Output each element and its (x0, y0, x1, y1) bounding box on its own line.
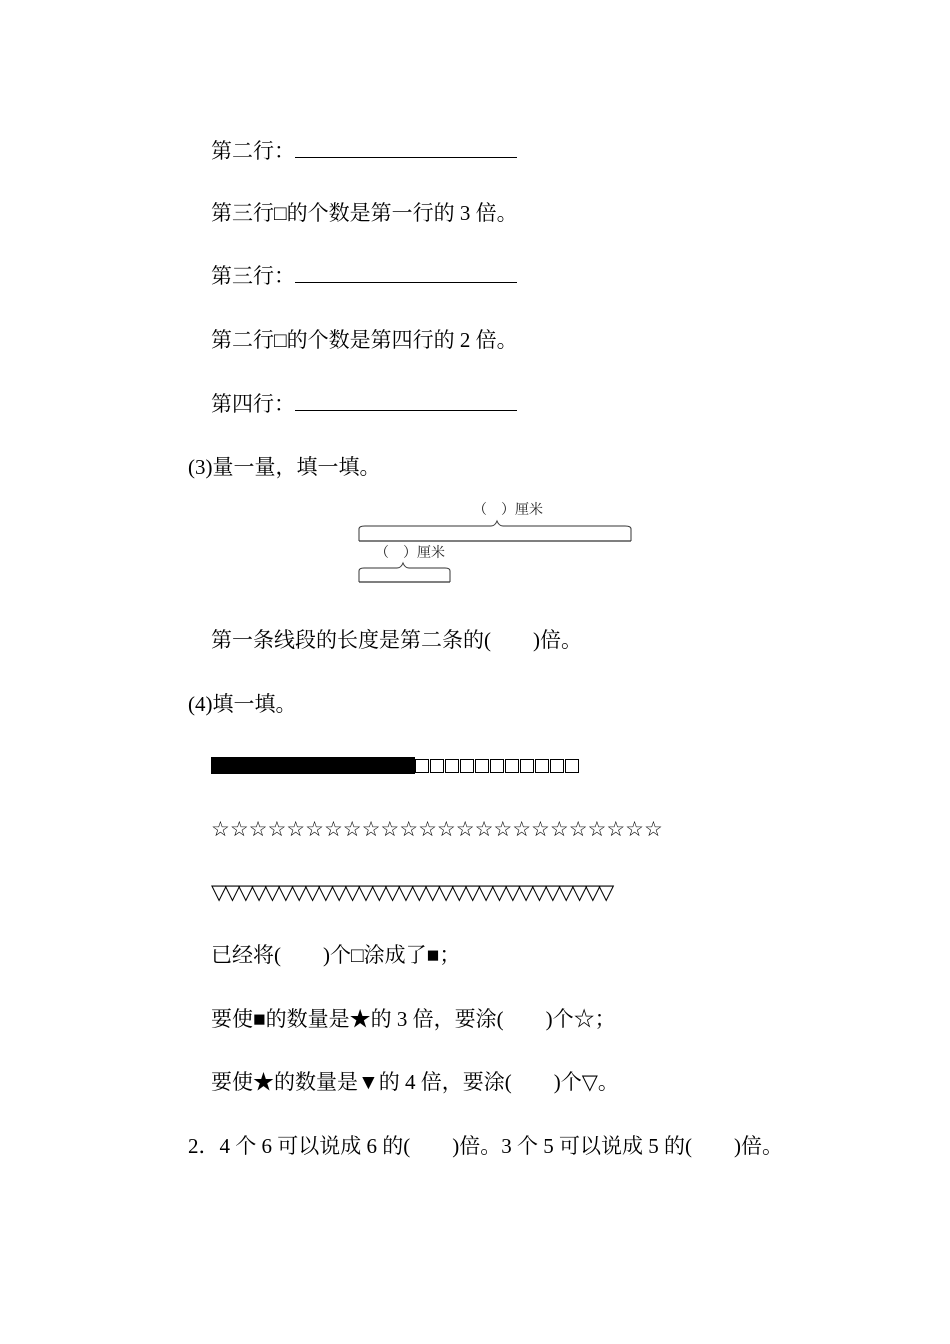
row2-blank[interactable] (295, 137, 517, 158)
row4-blank[interactable] (295, 390, 517, 411)
filled-square (228, 757, 245, 774)
q3-question: 第一条线段的长度是第二条的( )倍。 (211, 628, 582, 652)
filled-square (279, 757, 296, 774)
segment1-brace (359, 521, 631, 536)
empty-square (490, 759, 504, 773)
filled-square (398, 757, 415, 774)
empty-square (445, 759, 459, 773)
q4-line3: 要使★的数量是▼的 4 倍，要涂( )个▽。 (211, 1070, 619, 1094)
q3-title: (3)量一量，填一填。 (188, 455, 381, 479)
segment2-brace (359, 563, 450, 577)
empty-square (415, 759, 429, 773)
row2-label: 第二行： (211, 139, 295, 163)
square-row (211, 757, 580, 774)
empty-square (550, 759, 564, 773)
segment-drawing (355, 500, 640, 590)
empty-square (535, 759, 549, 773)
row3-blank[interactable] (295, 262, 517, 283)
filled-square (381, 757, 398, 774)
filled-square (364, 757, 381, 774)
segment2-label: （ ）厘米 (375, 546, 445, 561)
row3-answer-line (211, 262, 517, 290)
stars-row: ☆☆☆☆☆☆☆☆☆☆☆☆☆☆☆☆☆☆☆☆☆☆☆☆ (211, 817, 663, 841)
row4-answer-line (211, 390, 517, 418)
filled-square (347, 757, 364, 774)
row3-statement: 第三行□的个数是第一行的 3 倍。 (211, 201, 518, 225)
empty-square (430, 759, 444, 773)
filled-square (296, 757, 313, 774)
filled-square (211, 757, 228, 774)
empty-square (460, 759, 474, 773)
filled-square (262, 757, 279, 774)
empty-square (520, 759, 534, 773)
row2-answer-line (211, 137, 517, 165)
segment-diagram (355, 500, 640, 590)
row4-label: 第四行： (211, 392, 295, 416)
q4-line1: 已经将( )个□涂成了■； (211, 943, 461, 967)
filled-square (330, 757, 347, 774)
empty-square (565, 759, 579, 773)
filled-square (313, 757, 330, 774)
triangles-row: ▽▽▽▽▽▽▽▽▽▽▽▽▽▽▽▽▽▽▽▽▽▽▽▽▽▽▽▽▽▽ (211, 880, 612, 904)
empty-square (475, 759, 489, 773)
q2-text: 2．4 个 6 可以说成 6 的( )倍。3 个 5 可以说成 5 的( )倍。 (188, 1134, 783, 1158)
q4-line2: 要使■的数量是★的 3 倍，要涂( )个☆； (211, 1007, 616, 1031)
segment1-label: （ ）厘米 (473, 503, 543, 518)
empty-square (505, 759, 519, 773)
q4-title: (4)填一填。 (188, 692, 297, 716)
row4-statement: 第二行□的个数是第四行的 2 倍。 (211, 328, 518, 352)
row3-label: 第三行： (211, 264, 295, 288)
filled-square (245, 757, 262, 774)
